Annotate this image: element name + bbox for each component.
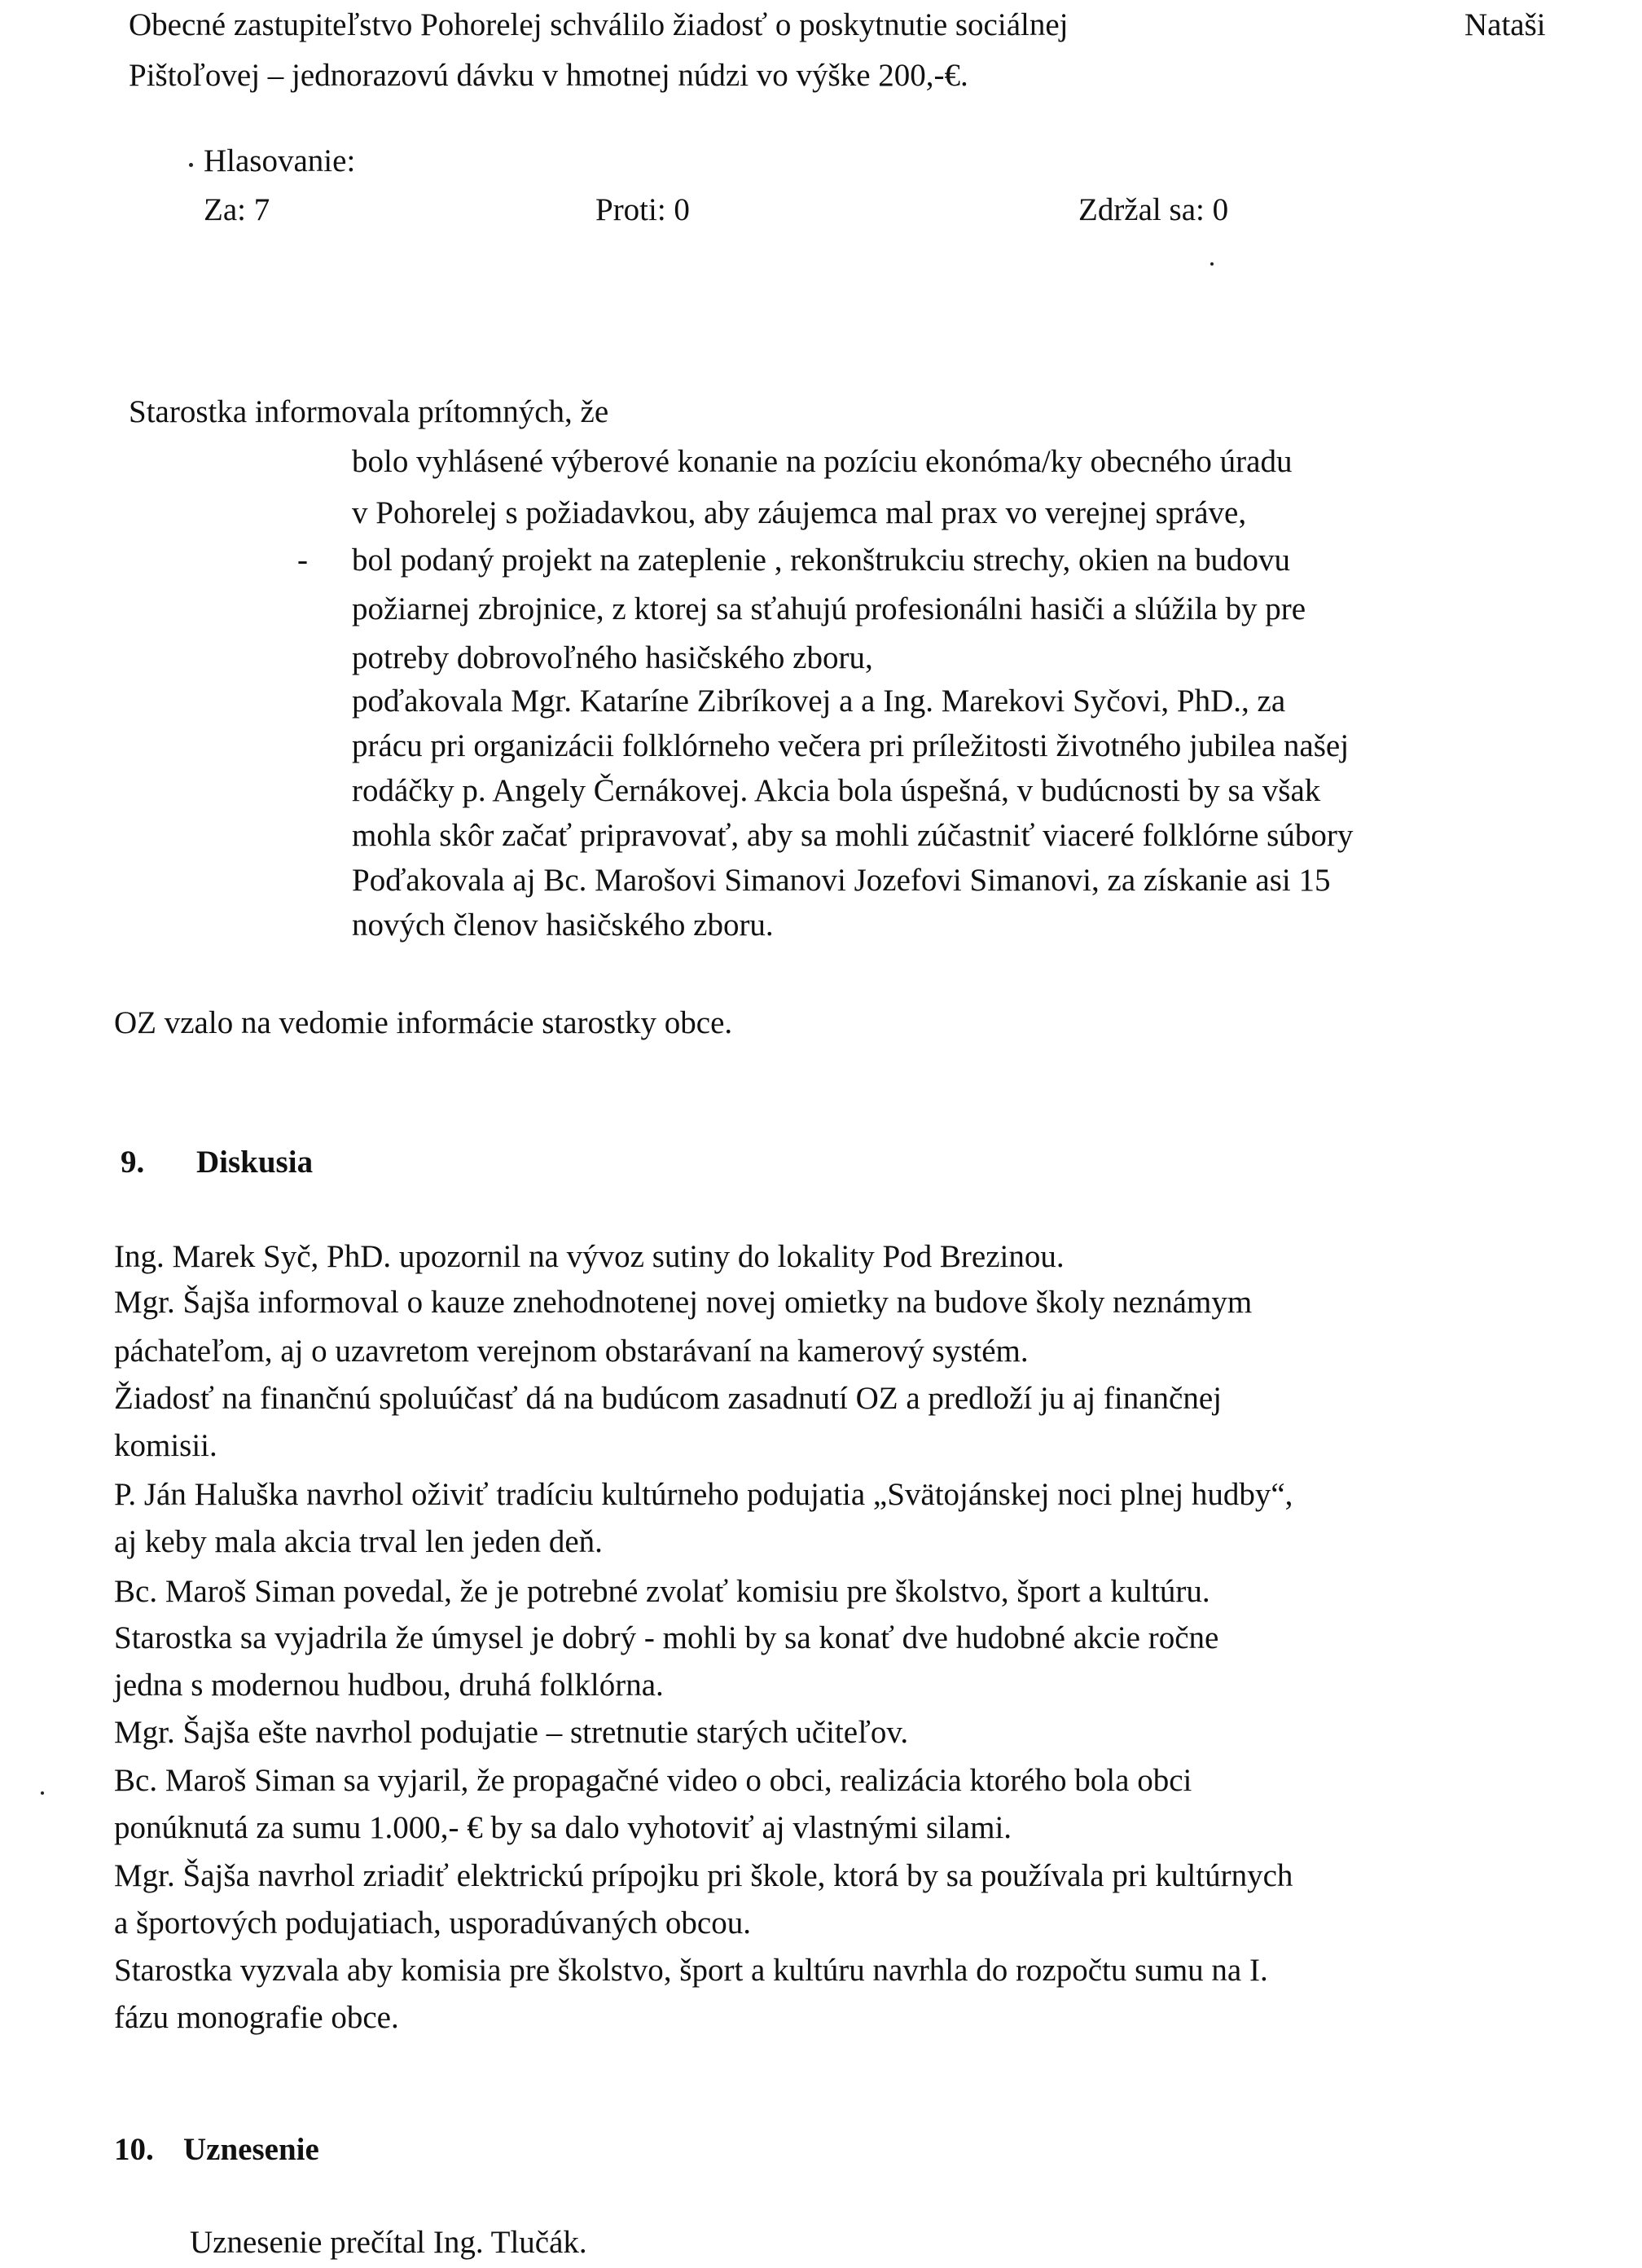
vote-label: Hlasovanie: — [204, 143, 356, 178]
mayor-line: rodáčky p. Angely Černákovej. Akcia bola úspešná, v budúcnosti by sa však — [352, 773, 1321, 808]
mayor-line: potreby dobrovoľného hasičského zboru, — [352, 640, 873, 675]
intro-line-1: Obecné zastupiteľstvo Pohorelej schválilo žiadosť o poskytnutie sociálnej — [129, 7, 1069, 42]
mayor-outro: OZ vzalo na vedomie informácie starostky obce. — [114, 1005, 733, 1040]
section-10-title: Uznesenie — [183, 2132, 319, 2167]
vote-abstain: Zdržal sa: 0 — [1078, 192, 1229, 227]
mayor-line: prácu pri organizácii folklórneho večera pri príležitosti životného jubilea našej — [352, 728, 1350, 763]
discussion-line: Ing. Marek Syč, PhD. upozornil na vývoz sutiny do lokality Pod Brezinou. — [114, 1239, 1065, 1274]
discussion-line: Mgr. Šajša informoval o kauze znehodnotenej novej omietky na budove školy neznámym — [114, 1285, 1253, 1320]
discussion-line: Bc. Maroš Siman sa vyjaril, že propagačné video o obci, realizácia ktorého bola obci — [114, 1763, 1192, 1798]
intro-line-2: Pištoľovej – jednorazovú dávku v hmotnej núdzi vo výške 200,-€. — [129, 58, 968, 93]
discussion-line: páchateľom, aj o uzavretom verejnom obstarávaní na kamerový systém. — [114, 1334, 1029, 1369]
vote-against: Proti: 0 — [595, 192, 690, 227]
section-9-title: Diskusia — [196, 1145, 314, 1180]
discussion-line: aj keby mala akcia trval len jeden deň. — [114, 1524, 603, 1559]
discussion-line: Bc. Maroš Siman povedal, že je potrebné zvolať komisiu pre školstvo, šport a kultúru. — [114, 1574, 1210, 1609]
resolution-line: Uznesenie prečítal Ing. Tlučák. — [190, 2225, 587, 2260]
mayor-line: mohla skôr začať pripravovať, aby sa mohli zúčastniť viaceré folklórne súbory — [352, 818, 1354, 853]
mayor-intro: Starostka informovala prítomných, že — [129, 394, 609, 429]
discussion-line: P. Ján Haluška navrhol oživiť tradíciu kultúrneho podujatia „Svätojánskej noci plnej hudby“, — [114, 1477, 1293, 1512]
vote-for: Za: 7 — [204, 192, 270, 227]
discussion-line: Starostka vyzvala aby komisia pre školstvo, šport a kultúru navrhla do rozpočtu sumu na I. — [114, 1953, 1268, 1988]
intro-line-1-right: Nataši — [1464, 7, 1546, 42]
discussion-line: ponúknutá za sumu 1.000,- € by sa dalo vyhotoviť aj vlastnými silami. — [114, 1810, 1012, 1845]
mayor-line: bol podaný projekt na zateplenie , rekonštrukciu strechy, okien na budovu — [352, 543, 1290, 578]
bullet-dash: - — [297, 543, 308, 578]
discussion-line: komisii. — [114, 1428, 217, 1463]
section-10-number: 10. — [114, 2132, 154, 2167]
mayor-line: poďakovala Mgr. Kataríne Zibríkovej a a Ing. Marekovi Syčovi, PhD., za — [352, 683, 1286, 719]
mayor-line: nových členov hasičského zboru. — [352, 908, 774, 943]
stray-mark — [41, 1791, 44, 1795]
stray-mark — [1210, 262, 1214, 266]
discussion-line: Mgr. Šajša ešte navrhol podujatie – stretnutie starých učiteľov. — [114, 1715, 909, 1750]
discussion-line: jedna s modernou hudbou, druhá folklórna. — [114, 1668, 664, 1703]
mayor-line: Poďakovala aj Bc. Marošovi Simanovi Jozefovi Simanovi, za získanie asi 15 — [352, 863, 1331, 898]
discussion-line: a športových podujatiach, usporadúvaných obcou. — [114, 1905, 751, 1941]
discussion-line: Starostka sa vyjadrila že úmysel je dobrý - mohli by sa konať dve hudobné akcie ročne — [114, 1620, 1219, 1655]
discussion-line: fázu monografie obce. — [114, 2000, 399, 2035]
stray-mark — [189, 163, 193, 167]
section-9-number: 9. — [121, 1145, 145, 1180]
discussion-line: Žiadosť na finančnú spoluúčasť dá na budúcom zasadnutí OZ a predloží ju aj finančnej — [114, 1381, 1222, 1416]
mayor-line: bolo vyhlásené výberové konanie na pozíciu ekonóma/ky obecného úradu — [352, 444, 1293, 479]
mayor-line: v Pohorelej s požiadavkou, aby záujemca mal prax vo verejnej správe, — [352, 495, 1247, 530]
mayor-line: požiarnej zbrojnice, z ktorej sa sťahujú profesionálni hasiči a slúžila by pre — [352, 591, 1306, 626]
discussion-line: Mgr. Šajša navrhol zriadiť elektrickú prípojku pri škole, ktorá by sa používala pri kultúrnych — [114, 1858, 1293, 1893]
